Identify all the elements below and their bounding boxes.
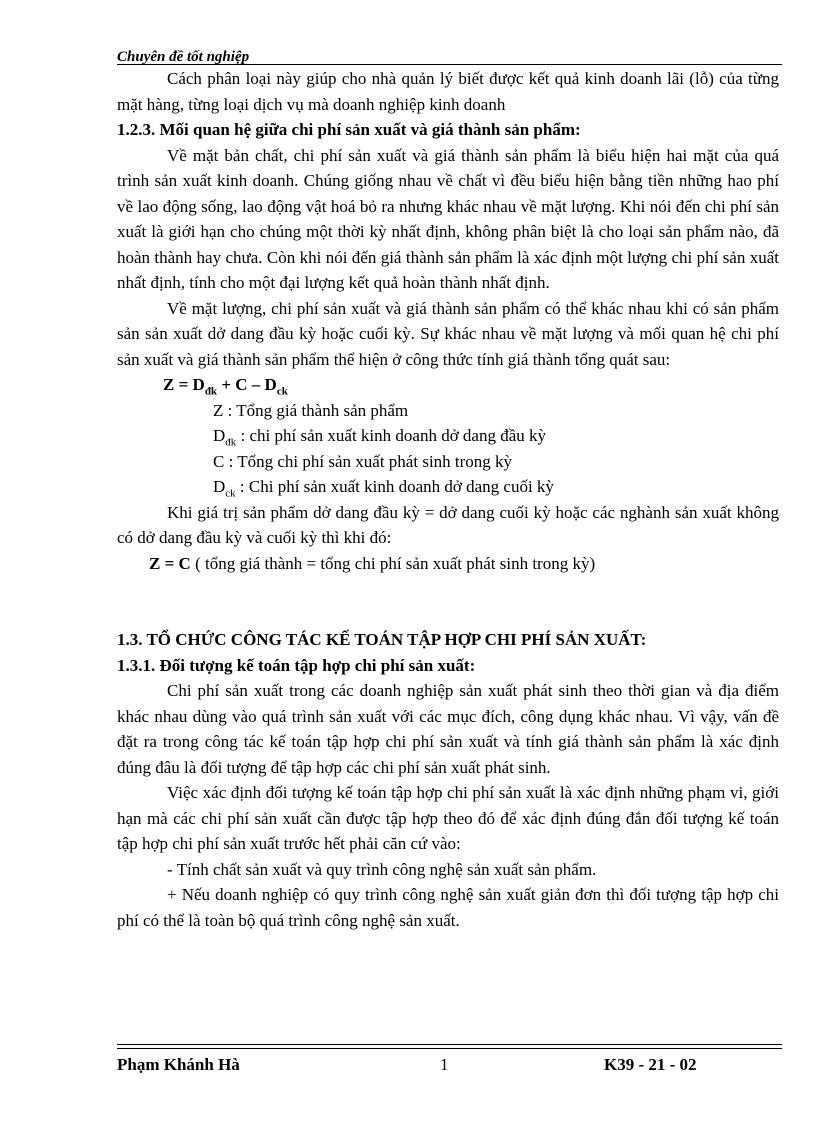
heading-1-2-3: 1.2.3. Mối quan hệ giữa chi phí sản xuất và giá thành sản phẩm: xyxy=(117,120,581,139)
formula2-lhs: Z = C xyxy=(149,553,191,573)
header-rule xyxy=(117,64,782,65)
paragraph-determination: Việc xác định đối tượng kế toán tập hợp chi phí sản xuất là xác định những phạm vi, giới hạn mà các chi phí sản xuất cần được tập hợp theo đó để xác định đúng đắn đối tượng kế toán tập hợp chi phí sản xuất trước hết phải căn cứ vào: xyxy=(117,783,779,853)
running-header-title: Chuyên đề tốt nghiệp xyxy=(117,49,250,65)
footer-rule-bottom xyxy=(117,1048,782,1049)
formula-sub-dk: đk xyxy=(204,385,218,398)
paragraph-classification-note: Cách phân loại này giúp cho nhà quản lý biết được kết quả kinh doanh lãi (lỗ) của từng mặt hàng, từng loại dịch vụ mà doanh nghiệp kinh doanh xyxy=(117,69,779,114)
definition-ddk xyxy=(117,423,779,449)
formula-lhs: Z = D xyxy=(163,375,205,394)
definition-ddk-text: : chi phí sản xuất kinh doanh dở dang đầu kỳ xyxy=(236,426,547,445)
formula-mid: + C – D xyxy=(217,375,277,394)
definition-dck-text: : Chi phí sản xuất kinh doanh dở dang cuối kỳ xyxy=(235,477,554,496)
paragraph-nature-process: - Tính chất sản xuất và quy trình công nghệ sản xuất sản phẩm. xyxy=(167,859,597,879)
formula-sub-ck: ck xyxy=(276,385,288,398)
heading-1-3: 1.3. TỔ CHỨC CÔNG TÁC KẾ TOÁN TẬP HỢP CHI PHÍ SẢN XUẤT: xyxy=(117,630,647,649)
footer-rule-top xyxy=(117,1044,782,1045)
heading-1-3-1: 1.3.1. Đối tượng kế toán tập hợp chi phí sản xuất: xyxy=(117,655,476,675)
document-body xyxy=(117,66,779,933)
definition-dck-symbol: D xyxy=(213,477,226,496)
footer-author: Phạm Khánh Hà xyxy=(117,1055,240,1074)
definition-z: Z : Tổng giá thành sản phẩm xyxy=(213,400,409,420)
section-spacer xyxy=(117,576,779,627)
formula2-rest: ( tổng giá thành = tổng chi phí sản xuất phát sinh trong kỳ) xyxy=(190,553,596,573)
definition-c: C : Tổng chi phí sản xuất phát sinh trong kỳ xyxy=(213,451,513,471)
definition-ddk-sub: đk xyxy=(225,436,237,449)
formula-total-cost xyxy=(117,372,779,398)
footer-class-code: K39 - 21 - 02 xyxy=(604,1055,697,1074)
footer-page-number: 1 xyxy=(440,1055,449,1074)
paragraph-nature: Về mặt bản chất, chi phí sản xuất và giá thành sản phẩm là biểu hiện hai mặt của quá trình sản xuất kinh doanh. Chúng giống nhau về chất vì đều biểu hiện bằng tiền những hao phí về lao động sống, lao động vật hoá bỏ ra nhưng khác nhau về mặt lượng. Khi nói đến chi phí sản xuất là giới hạn cho chúng một thời kỳ nhất định, không phân biệt là cho loại sản phẩm nào, đã hoàn thành hay chưa. Còn khi nói đến giá thành sản phẩm là xác định một lượng chi phí sản xuất nhất định, tính cho một đại lượng kết quả hoàn thành nhất định. xyxy=(117,145,779,292)
paragraph-quantity: Về mặt lượng, chi phí sản xuất và giá thành sản phẩm có thể khác nhau khi có sản phẩm sản sản xuất dở dang đầu kỳ hoặc cuối kỳ. Sự khác nhau về mặt lượng và mối quan hệ chi phí sản xuất và giá thành sản phẩm thể hiện ở công thức tính giá thành tổng quát sau: xyxy=(117,298,779,369)
definition-ddk-symbol: D xyxy=(213,426,226,445)
formula-z-equals-c xyxy=(117,551,779,577)
paragraph-cost-arises: Chi phí sản xuất trong các doanh nghiệp sản xuất phát sinh theo thời gian và địa điểm khác nhau dùng vào quá trình sản xuất với các mục đích, công dụng khác nhau. Vì vậy, vấn đề đặt ra trong công tác kế toán tập hợp chi phí sản xuất và tính giá thành sản phẩm là xác định đúng đâu là đối tượng để tập hợp các chi phí sản xuất phát sinh. xyxy=(117,681,779,777)
definition-dck-sub: ck xyxy=(225,487,236,500)
definition-dck xyxy=(117,474,779,500)
paragraph-simple-process: + Nếu doanh nghiệp có quy trình công nghệ sản xuất giản đơn thì đối tượng tập hợp chi phí có thể là toàn bộ quá trình công nghệ sản xuất. xyxy=(117,885,779,930)
paragraph-condition: Khi giá trị sản phẩm dở dang đầu kỳ = dở dang cuối kỳ hoặc các nghành sản xuất không có dở dang đầu kỳ và cuối kỳ thì khi đó: xyxy=(117,502,779,547)
